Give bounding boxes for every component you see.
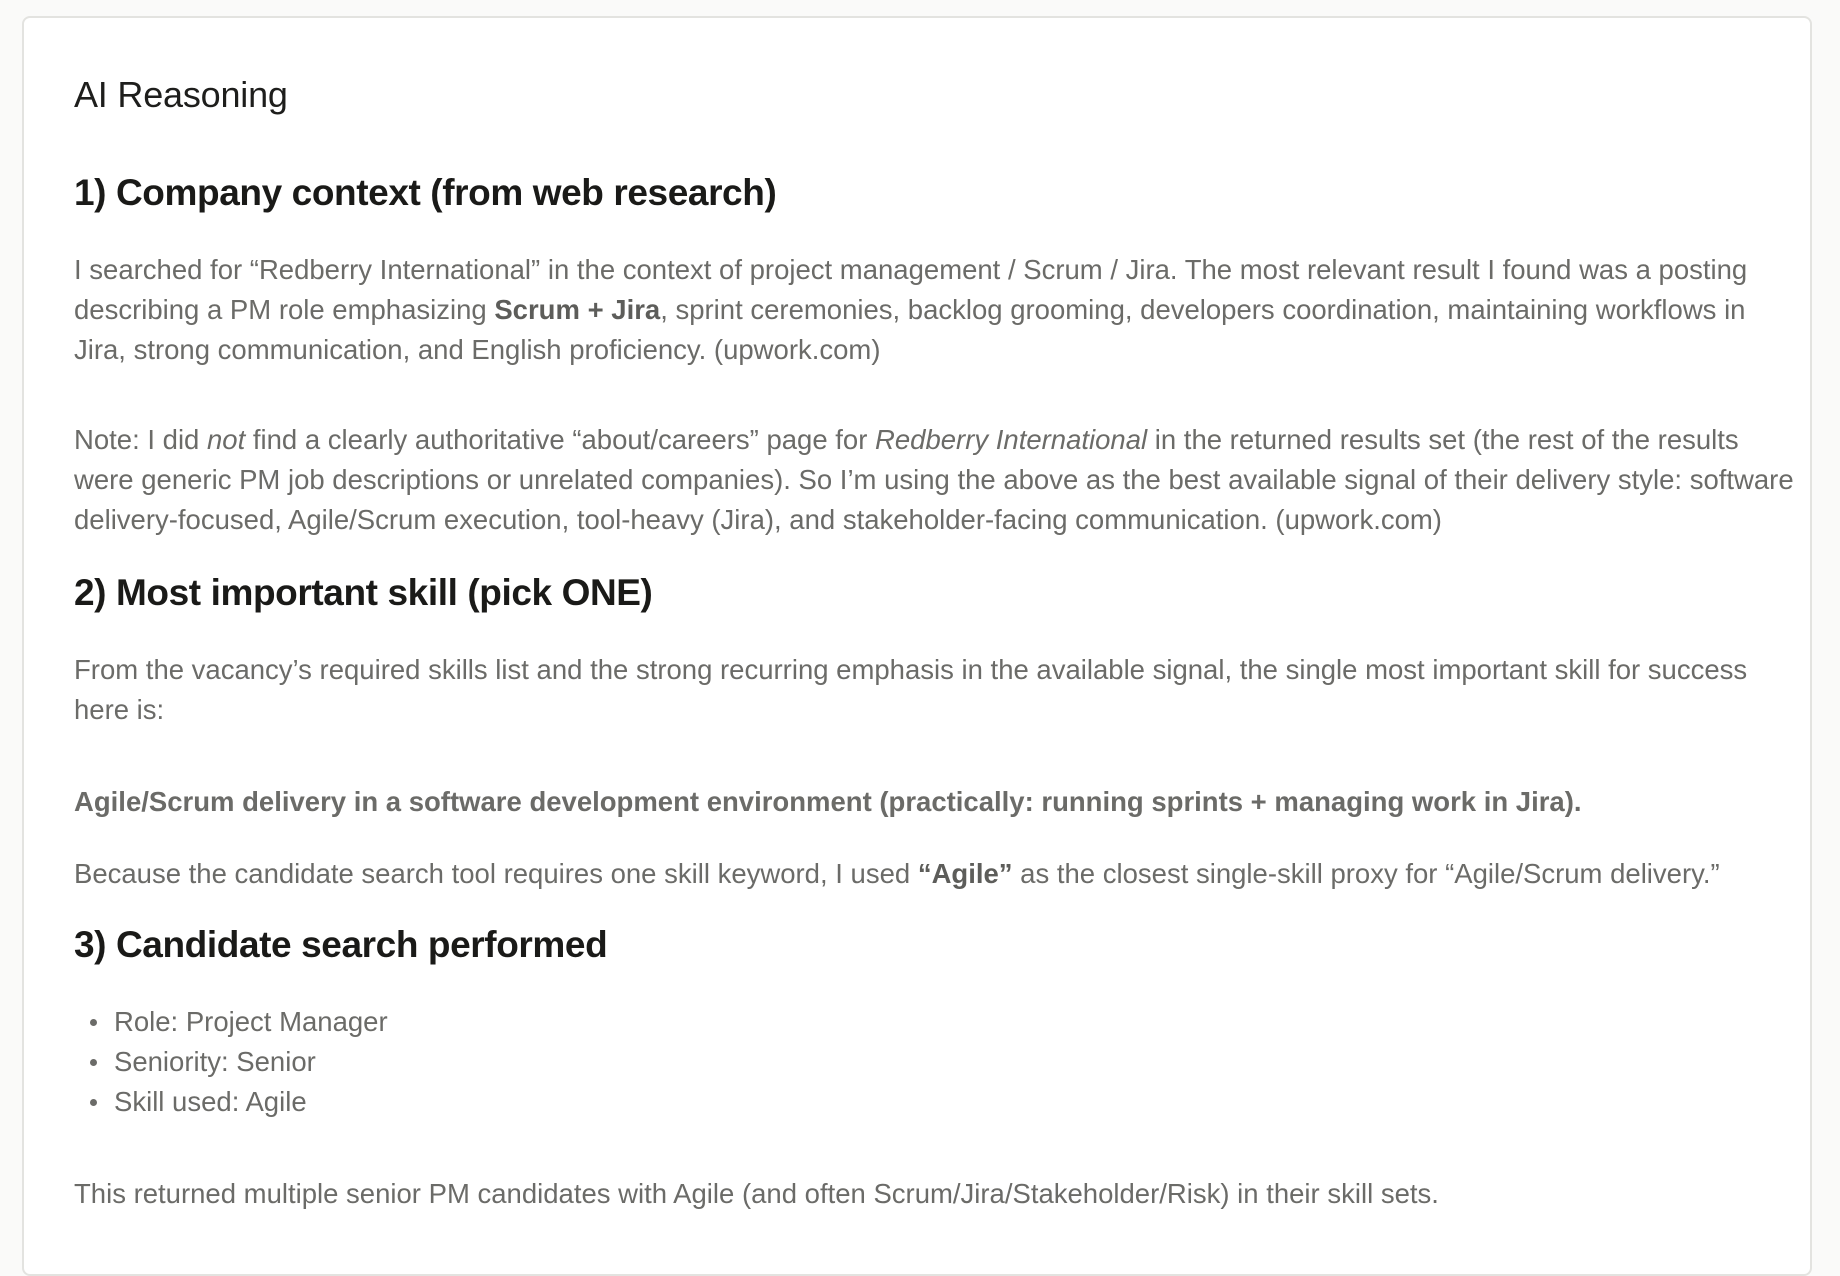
- skill-keyword-paragraph: [74, 854, 1794, 894]
- company-context-paragraph: [74, 250, 1794, 370]
- text-span: Note: I did: [74, 424, 207, 455]
- emphasis-text: Redberry International: [875, 424, 1148, 455]
- section-heading-company-context: 1) Company context (from web research): [74, 172, 777, 213]
- company-note-paragraph: [74, 420, 1794, 540]
- text-span: as the closest single-skill proxy for “Agile/Scrum delivery.”: [1012, 858, 1720, 889]
- bold-text: “Agile”: [917, 858, 1013, 889]
- search-criteria-list: [74, 1002, 388, 1122]
- list-item: Role: Project Manager: [74, 1002, 388, 1042]
- section-heading-most-important-skill: 2) Most important skill (pick ONE): [74, 572, 653, 613]
- key-skill-statement: [74, 782, 1794, 822]
- ai-reasoning-panel: [22, 16, 1812, 1276]
- text-span: I searched for “Redberry International” in the context of project management / Scrum / Jira. The most relevant result I found was a posting describing a PM role emphasizing: [74, 254, 1748, 325]
- panel-title: AI Reasoning: [74, 74, 288, 115]
- text-span: in the returned results set (the rest of the results were generic PM job descriptions or unrelated companies). So I’m using the above as the best available signal of their delivery style: software delivery-focused, Agile/Scrum execution, tool-heavy (Jira), and stakeholder-facing communication. (upwork.com): [74, 424, 1794, 535]
- skill-intro-paragraph: From the vacancy’s required skills list and the strong recurring emphasis in the available signal, the single most important skill for success here is:: [74, 654, 1748, 725]
- search-summary-paragraph: This returned multiple senior PM candidates with Agile (and often Scrum/Jira/Stakeholder/Risk) in their skill sets.: [74, 1178, 1439, 1209]
- section-heading-candidate-search: 3) Candidate search performed: [74, 924, 608, 965]
- list-item: Seniority: Senior: [74, 1042, 388, 1082]
- text-span: find a clearly authoritative “about/careers” page for: [245, 424, 876, 455]
- bold-text: Agile/Scrum delivery in a software development environment (practically: running sprints + managing work in Jira).: [74, 786, 1582, 817]
- emphasis-text: not: [207, 424, 246, 455]
- list-item: Skill used: Agile: [74, 1082, 388, 1122]
- text-span: , sprint ceremonies, backlog grooming, developers coordination, maintaining workflows in Jira, strong communication, and English proficiency. (upwork.com): [74, 294, 1746, 365]
- bold-text: Scrum + Jira: [494, 294, 661, 325]
- text-span: Because the candidate search tool requires one skill keyword, I used: [74, 858, 918, 889]
